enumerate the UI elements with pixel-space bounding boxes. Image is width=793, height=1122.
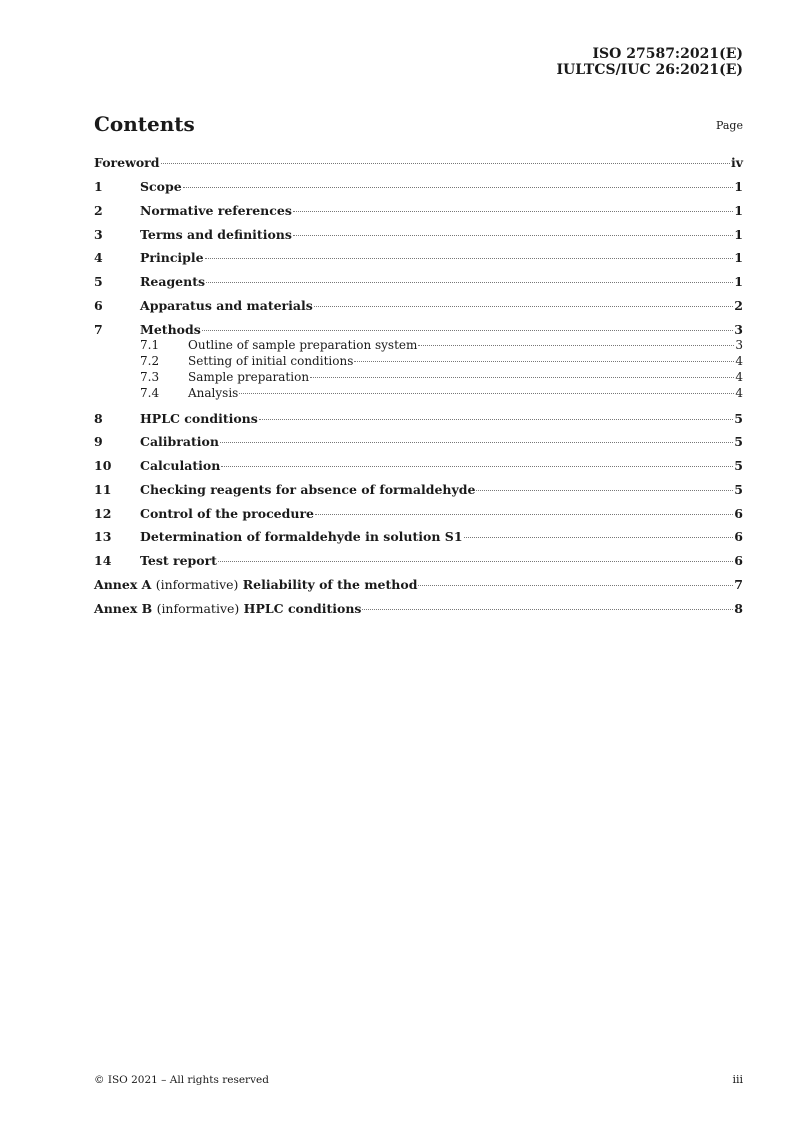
annex-label: Annex A	[94, 577, 152, 592]
toc-entry-page: 1	[734, 203, 743, 218]
leader-dots	[205, 258, 734, 259]
toc-entry-title: Test report	[140, 553, 217, 568]
toc-entry-title: Reagents	[140, 274, 206, 289]
toc-entry-title: Foreword	[94, 155, 160, 170]
toc-subentry-initial-conditions[interactable]	[94, 354, 743, 369]
toc-entry-title: HPLC conditions	[140, 411, 258, 426]
toc-entry-title: Calibration	[140, 434, 219, 449]
leader-dots	[293, 235, 733, 236]
leader-dots	[476, 490, 733, 491]
toc-entry-title: Normative references	[140, 203, 292, 218]
toc-entry-number: 7.1	[140, 338, 160, 352]
toc-entry-page: 1	[734, 250, 743, 265]
toc-entry-page: 4	[735, 354, 743, 368]
toc-entry-title: Outline of sample preparation system	[188, 338, 418, 352]
leader-dots	[310, 377, 734, 378]
toc-entry-page: 1	[734, 274, 743, 289]
toc-entry-principle[interactable]	[94, 250, 743, 266]
toc-entry-page: 2	[734, 298, 743, 313]
page-title: Contents	[94, 112, 195, 136]
page-number: iii	[732, 1073, 743, 1086]
toc-entry-title: Principle	[140, 250, 204, 265]
leader-dots	[221, 466, 733, 467]
annex-kind: (informative)	[155, 577, 239, 592]
toc-entry-number: 10	[94, 458, 112, 473]
toc-entry-title: Setting of initial conditions	[188, 354, 354, 368]
toc-entry-page: 1	[734, 227, 743, 242]
standard-number: ISO 27587:2021(E)	[592, 46, 743, 62]
toc-entry-number: 1	[94, 179, 103, 194]
toc-entry-number: 12	[94, 506, 112, 521]
leader-dots	[202, 330, 734, 331]
toc-entry-page: 7	[734, 577, 743, 592]
toc-entry-page: 3	[734, 322, 743, 337]
annex-title: Reliability of the method	[242, 577, 418, 592]
leader-dots	[239, 393, 734, 394]
leader-dots	[183, 187, 734, 188]
toc-entry-apparatus-and-materials[interactable]	[94, 298, 743, 314]
toc-entry-page: 5	[734, 482, 743, 497]
page-column-label: Page	[715, 119, 743, 132]
toc-entry-page: iv	[730, 155, 743, 170]
toc-entry-page: 6	[734, 553, 743, 568]
toc-entry-title: Terms and definitions	[140, 227, 292, 242]
toc-entry-title: Apparatus and materials	[140, 298, 313, 313]
toc-entry-title: Methods	[140, 322, 201, 337]
leader-dots	[220, 442, 733, 443]
toc-entry-number: 4	[94, 250, 103, 265]
toc-entry-page: 6	[734, 529, 743, 544]
toc-subentry-outline[interactable]	[94, 338, 743, 353]
toc-entry-terms-and-definitions[interactable]	[94, 227, 743, 243]
toc-entry-page: 4	[735, 370, 743, 384]
toc-entry-annex-a[interactable]	[94, 577, 743, 593]
toc-entry-title: Calculation	[140, 458, 221, 473]
toc-entry-checking-reagents[interactable]	[94, 482, 743, 498]
leader-dots	[314, 306, 734, 307]
leader-dots	[259, 419, 733, 420]
leader-dots	[418, 585, 733, 586]
toc-annex-title	[94, 577, 417, 592]
document-header	[556, 46, 743, 78]
toc-entry-number: 3	[94, 227, 103, 242]
toc-entry-control-of-procedure[interactable]	[94, 506, 743, 522]
toc-annex-title	[94, 601, 361, 616]
leader-dots	[206, 282, 733, 283]
toc-entry-test-report[interactable]	[94, 553, 743, 569]
toc-entry-page: 4	[735, 386, 743, 400]
standard-number-iultcs: IULTCS/IUC 26:2021(E)	[556, 62, 743, 78]
toc-subentry-analysis[interactable]	[94, 386, 743, 401]
annex-label: Annex B	[94, 601, 153, 616]
toc-entry-reagents[interactable]	[94, 274, 743, 290]
toc-entry-page: 5	[734, 458, 743, 473]
toc-entry-number: 6	[94, 298, 103, 313]
toc-entry-hplc-conditions[interactable]	[94, 411, 743, 427]
toc-entry-title: Scope	[140, 179, 182, 194]
toc-entry-number: 2	[94, 203, 103, 218]
toc-entry-annex-b[interactable]	[94, 601, 743, 617]
toc-entry-page: 5	[734, 411, 743, 426]
toc-entry-number: 9	[94, 434, 103, 449]
leader-dots	[218, 561, 733, 562]
toc-entry-foreword[interactable]	[94, 155, 743, 171]
leader-dots	[315, 514, 733, 515]
toc-entry-calibration[interactable]	[94, 434, 743, 450]
toc-entry-page: 8	[734, 601, 743, 616]
leader-dots	[362, 609, 733, 610]
toc-entry-title: Sample preparation	[188, 370, 310, 384]
leader-dots	[418, 345, 734, 346]
toc-entry-methods[interactable]	[94, 322, 743, 338]
toc-entry-page: 5	[734, 434, 743, 449]
annex-title: HPLC conditions	[243, 601, 362, 616]
toc-entry-number: 8	[94, 411, 103, 426]
toc-entry-determination[interactable]	[94, 529, 743, 545]
toc-entry-normative-references[interactable]	[94, 203, 743, 219]
leader-dots	[354, 361, 734, 362]
toc-entry-number: 5	[94, 274, 103, 289]
toc-entry-calculation[interactable]	[94, 458, 743, 474]
leader-dots	[161, 163, 730, 164]
toc-entry-title: Checking reagents for absence of formaldehyde	[140, 482, 476, 497]
annex-kind: (informative)	[156, 601, 240, 616]
toc-subentry-sample-preparation[interactable]	[94, 370, 743, 385]
toc-entry-page: 6	[734, 506, 743, 521]
toc-entry-number: 7.2	[140, 354, 160, 368]
toc-entry-number: 11	[94, 482, 112, 497]
toc-entry-title: Determination of formaldehyde in solution S1	[140, 529, 463, 544]
toc-entry-number: 7	[94, 322, 103, 337]
toc-entry-scope[interactable]	[94, 179, 743, 195]
toc-entry-page: 1	[734, 179, 743, 194]
toc-entry-title: Analysis	[188, 386, 239, 400]
copyright-notice: © ISO 2021 – All rights reserved	[94, 1074, 269, 1086]
toc-entry-number: 13	[94, 529, 112, 544]
toc-entry-number: 7.4	[140, 386, 160, 400]
toc-entry-title: Control of the procedure	[140, 506, 314, 521]
leader-dots	[464, 537, 734, 538]
toc-entry-number: 7.3	[140, 370, 160, 384]
toc-entry-number: 14	[94, 553, 112, 568]
toc-entry-page: 3	[735, 338, 743, 352]
leader-dots	[293, 211, 733, 212]
